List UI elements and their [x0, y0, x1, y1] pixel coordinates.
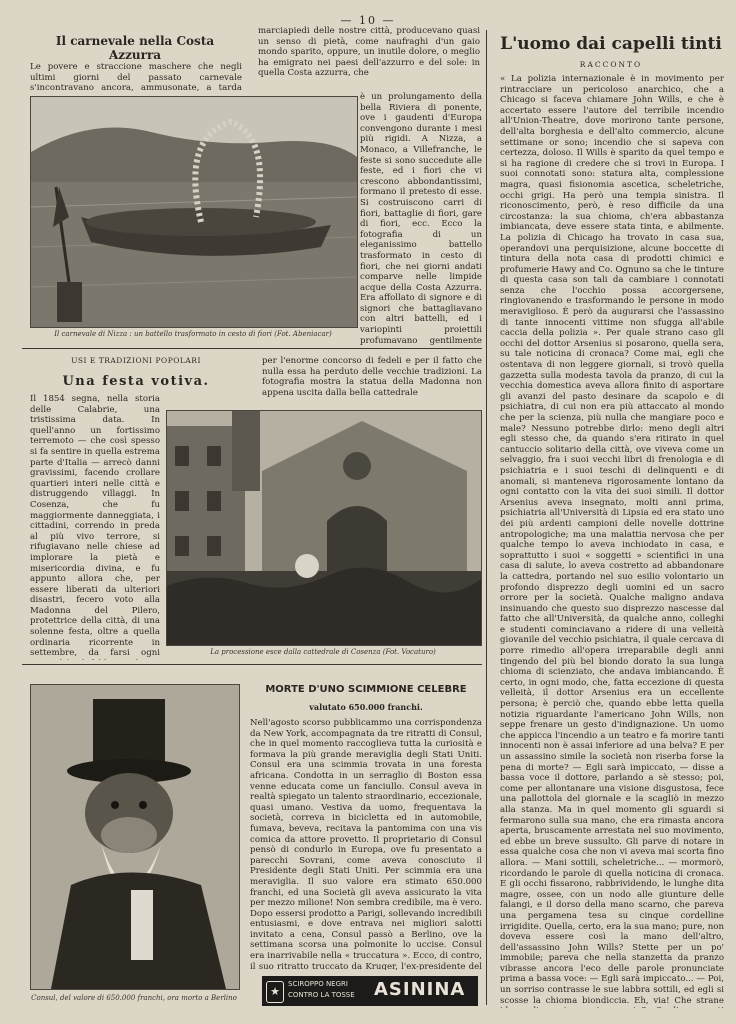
carnevale-text-side: è un prolungamento della bella Riviera di ponente, ove i gaudenti d'Europa convengono durante i mesi più rigidi. A Nizza, a Monaco, a Villefranche, le feste si sono succedute alle feste, ed i fiori che vi crescono abbondantissimi, formano il pretesto di esse. Si costruiscono carri di fiori, battaglie di fiori, gare di fiori, ecc. Ecco la fotografia di un eleganissimo battello trasformato in cesto di fiori, che nei giorni andati comparve nelle limpide acque della Costa Azzurra. Era affollato di signore e di signori che battagliavano con altri battelli, ed i variopinti proiettili profumavano gentilmente	[360, 92, 482, 346]
flower-boat-illustration	[31, 97, 357, 327]
carnevale-caption: Il carnevale di Nizza : un battello trasformato in cesto di fiori (Fot. Abeniacar)	[54, 330, 332, 338]
scimmione-subtitle: valutato 650.000 franchi.	[309, 702, 423, 712]
ad-line-1: SCIROPPO NEGRI	[288, 980, 348, 988]
ad-brand: ASININA	[374, 979, 466, 1000]
scimmione-body: Nell'agosto scorso pubblicammo una corrispondenza da New York, accompagnata da tre ritratti di Consul, che in quel momento raccoglieva tutta la curiosità e formava la più grande meraviglia degli Stati Uniti. Consul era una scimmia trovata in una foresta africana. Condotta in un serraglio di Boston essa venne educata come un fanciullo. Consul aveva in realtà spiegato un talento straordinario, eccezionale, quasi umano. Vestiva da uomo, frequentava la società, correva in bicicletta ed in automobile, fumava, beveva, recitava la pantomima con una vis comica da attore provetto. Il proprietario di Consul pensò di condurlo in Europa, ove fu presentato a parecchi Sovrani, come aveva conosciuto il Presidente degli Stati Uniti. Per scimmia era una meraviglia. Il suo valore era stimato 650.000 franchi, ed una Società gli aveva assicurato la vita per mezzo milione! Non sembra credibile, ma è vero. Dopo essersi prodotto a Parigi, sollevando incredibili entusiasmi, e dove entrava nei migliori salotti invitato a cena, Consul passò a Berlino, ove la settimana scorsa una polmonite lo uccise. Consul era inarrivabile nella « truccatura ». Ecco, di contro, il suo ritratto truccato da Kruger, l'ex-presidente del	[250, 718, 482, 970]
festa-section-label: USI E TRADIZIONI POPOLARI	[71, 356, 201, 365]
asinina-advertisement	[262, 976, 478, 1006]
page-number: — 10 —	[340, 14, 396, 27]
uomo-title: L'uomo dai capelli tinti	[500, 34, 722, 54]
festa-photo	[166, 410, 482, 646]
festa-title: Una festa votiva.	[62, 374, 210, 389]
uomo-body: « La polizia internazionale è in movimento per rintracciare un pericoloso anarchico, che a Chicago si faceva chiamare John Wills, e che è accertato essere l'autore del terribile incendio all'Union-Theatre, dove morirono tante persone, dell'alta borghesia e dell'alto commercio, alcune settimane or sono; incendio che si sapeva con certezza, doloso. Il Wills è sparito da quel tempo e si ha ragione di credere che si trovi in Europa. I suoi connotati sono: statura alta, complessione magra, quasi fisionomia ascetica, scheletriche, occhi grigi. Ha però una tempia sinistra. Il riconoscimento, però, è reso difficile da una circostanza: la sua chioma, ch'era abbastanza imbiancata, deve essere stata tinta, e abilmente. La polizia di Chicago ha trovato in casa sua, operandovi una perquisizione, alcune boccette di tintura della nota casa di prodotti chimici e profumerie Hawy and Co. Ognuno sa che le tinture di questa casa son tali da cambiare i connotati senza che l'occhio possa accorgersene, ringiovanendo e trasformando le persone in modo meraviglioso. È però da augurarsi che l'assassino di tante innocenti vittime non sfugga all'abile caccia della polizia ». Per quale strano caso gli occhi del dottor Arsenius si posarono, quella sera, su tale noticina di cronaca? Come mai, egli che ostentava di non leggere giornali, si trovò quella gazzetta sulla modesta tavola da pranzo, di cui la vecchia domestica aveva allora finito di asportare gli avanzi del pasto desinare da scapolo e di psichiatra, di cui non era più attaccato al mondo che per la scienza, più nulla che mangiare poco e male? Nessuno potrebbe dirlo: meno degli altri egli stesso che, da quando s'era ritirato in quel cantuccio solitario della città, ove viveva come un selvaggio, fra i suoi vecchi libri di frenologia e di psichiatria e i suoi teschi di delinquenti e di anomali, si manteneva rigorosamente lontano da ogni contatto con la vita dei suoi simili. Il dottor Arsenius aveva insegnato, molti anni prima, psichiatria all'Università di Lipsia ed era stato uno dei più ardenti campioni delle novelle dottrine antropologiche; ma una malattia nervosa che per qualche tempo lo aveva inchiodato in casa, e soprattutto i suoi « soggetti » scientifici in una casa di salute, lo aveva costretto ad abbandonare la cattedra, portando nel suo esilio volontario un profondo disprezzo degli uomini ed un sacro orrore per la società. Qualche maligno andava insinuando che questo suo disprezzo nascesse dal fatto che all'Università, da qualche anno, colleghi e studenti cominciavano a ridere di una velleità giovanile del vecchio psichiatra, il quale cercava di porre rimedio all'opera irreparabile degli anni tingendo del più bel biondo dorato la sua lunga chioma di scienziato, che andava imbiancando. È certo, in ogni modo, che, fatta eccezione di questa velleità, il dottor Arsenius era un eccellente persona; è perciò che, quando ebbe letta quella notizia riguardante l'americano John Wills, non seppe frenare un gesto d'indignazione. Un uomo che appicca l'incendio a un teatro e fa morire tanti innocenti non è assai inferiore ad una belva? E per un assassino simile la società non riserba forse la pena di morte? — Egli sarà impiccato, — disse a bassa voce il dottore, parlando a sè stesso; poi, come per allontanare una visione disgustosa, fece una pallottola del giornale e la scagliò in mezzo alla stanza. Ma in quel momento gli sguardi si fermarono sulla sua mano, che era rimasta ancora aperta, bruscamente arrestata nel suo movimento, ed ebbe un breve sussulto. Gli parve di notare in essa qualche cosa che non vi aveva mai scorta fino allora. — Mani sottili, scheletriche... — mormorò, ricordando le parole di quella noticina di cronaca. E gli occhi fissarono, rabbrividendo, le lunghe dita magre, ossee, con un nodo alle giunture delle falangi, e il dorso della mano scarno, che pareva una pergamena tesa su cinque cordelline irrigidite. Quella, certo, era la sua mano; pure, non doveva essere così la mano dell'altro, dell'assassino John Wills? Stette per un po' immobile; pareva che nella stanzetta da pranzo vibrasse ancora l'eco delle parole pronunciate prima a bassa voce: — Egli sarà impiccato... — Poi, un sorriso contrasse le sue labbra sottili, ed egli si scosse la chioma biondiccia. Eh, via! Che strane	[500, 74, 724, 1006]
ad-line-2: CONTRO LA TOSSE	[288, 991, 355, 999]
section-divider	[22, 664, 482, 665]
carnevale-title: Il carnevale nella Costa Azzurra	[55, 34, 215, 62]
uomo-section-label: RACCONTO	[579, 60, 643, 69]
column-divider	[486, 30, 487, 1005]
section-divider	[22, 348, 482, 349]
festa-text-top: per l'enorme concorso di fedeli e per il fatto che nulla essa ha perduto delle vecchie tradizioni. La fotografia mostra la statua della Madonna non appena uscita dalla bella cattedrale	[262, 356, 482, 398]
scimmione-title: MORTE D'UNO SCIMMIONE CELEBRE	[265, 684, 467, 695]
consul-caption: Consul, del valore di 650.000 franchi, ora morto a Berlino	[31, 994, 237, 1002]
carnevale-photo	[30, 96, 358, 328]
chimpanzee-portrait-illustration	[31, 685, 239, 989]
carnevale-text-top: marciapiedi delle nostre città, producevano quasi un senso di pietà, come naufraghi d'un gaio mondo sparito, oppure, un inutile dolore, o meglio ha emigrato nei paesi dell'azzurro e del sole: in quella Costa azzurra, che	[258, 26, 480, 79]
consul-photo	[30, 684, 240, 990]
cathedral-procession-illustration	[167, 411, 481, 645]
carnevale-intro: Le povere e straccione maschere che negli ultimi giorni del passato carnevale s'incontravano ancora, ammusonate, a tarda	[30, 62, 242, 94]
ad-logo-icon: ★	[266, 981, 284, 1003]
festa-body: Il 1854 segna, nella storia delle Calabrie, una tristissima data. In quell'anno un fortissimo terremoto — che così spesso si fa sentire in quella estrema parte d'Italia — arrecò danni gravissimi, facendo crollare quartieri interi nelle città e distruggendo villaggi. In Cosenza, che fu maggiormente danneggiata, i cittadini, correndo in preda al più vivo terrore, si rifugiavano nelle chiese ad implorare la pietà e misericordia divina, e fu appunto allora che, per essere liberati da ulteriori disastri, fecero voto alla Madonna del Pilero, protettrice della città, di una solenne festa, oltre a quella ordinaria ricorrente in settembre, da farsi ogni	[30, 394, 160, 659]
festa-caption: La processione esce dalla cattedrale di Cosenza (Fot. Vocaturo)	[210, 648, 436, 656]
